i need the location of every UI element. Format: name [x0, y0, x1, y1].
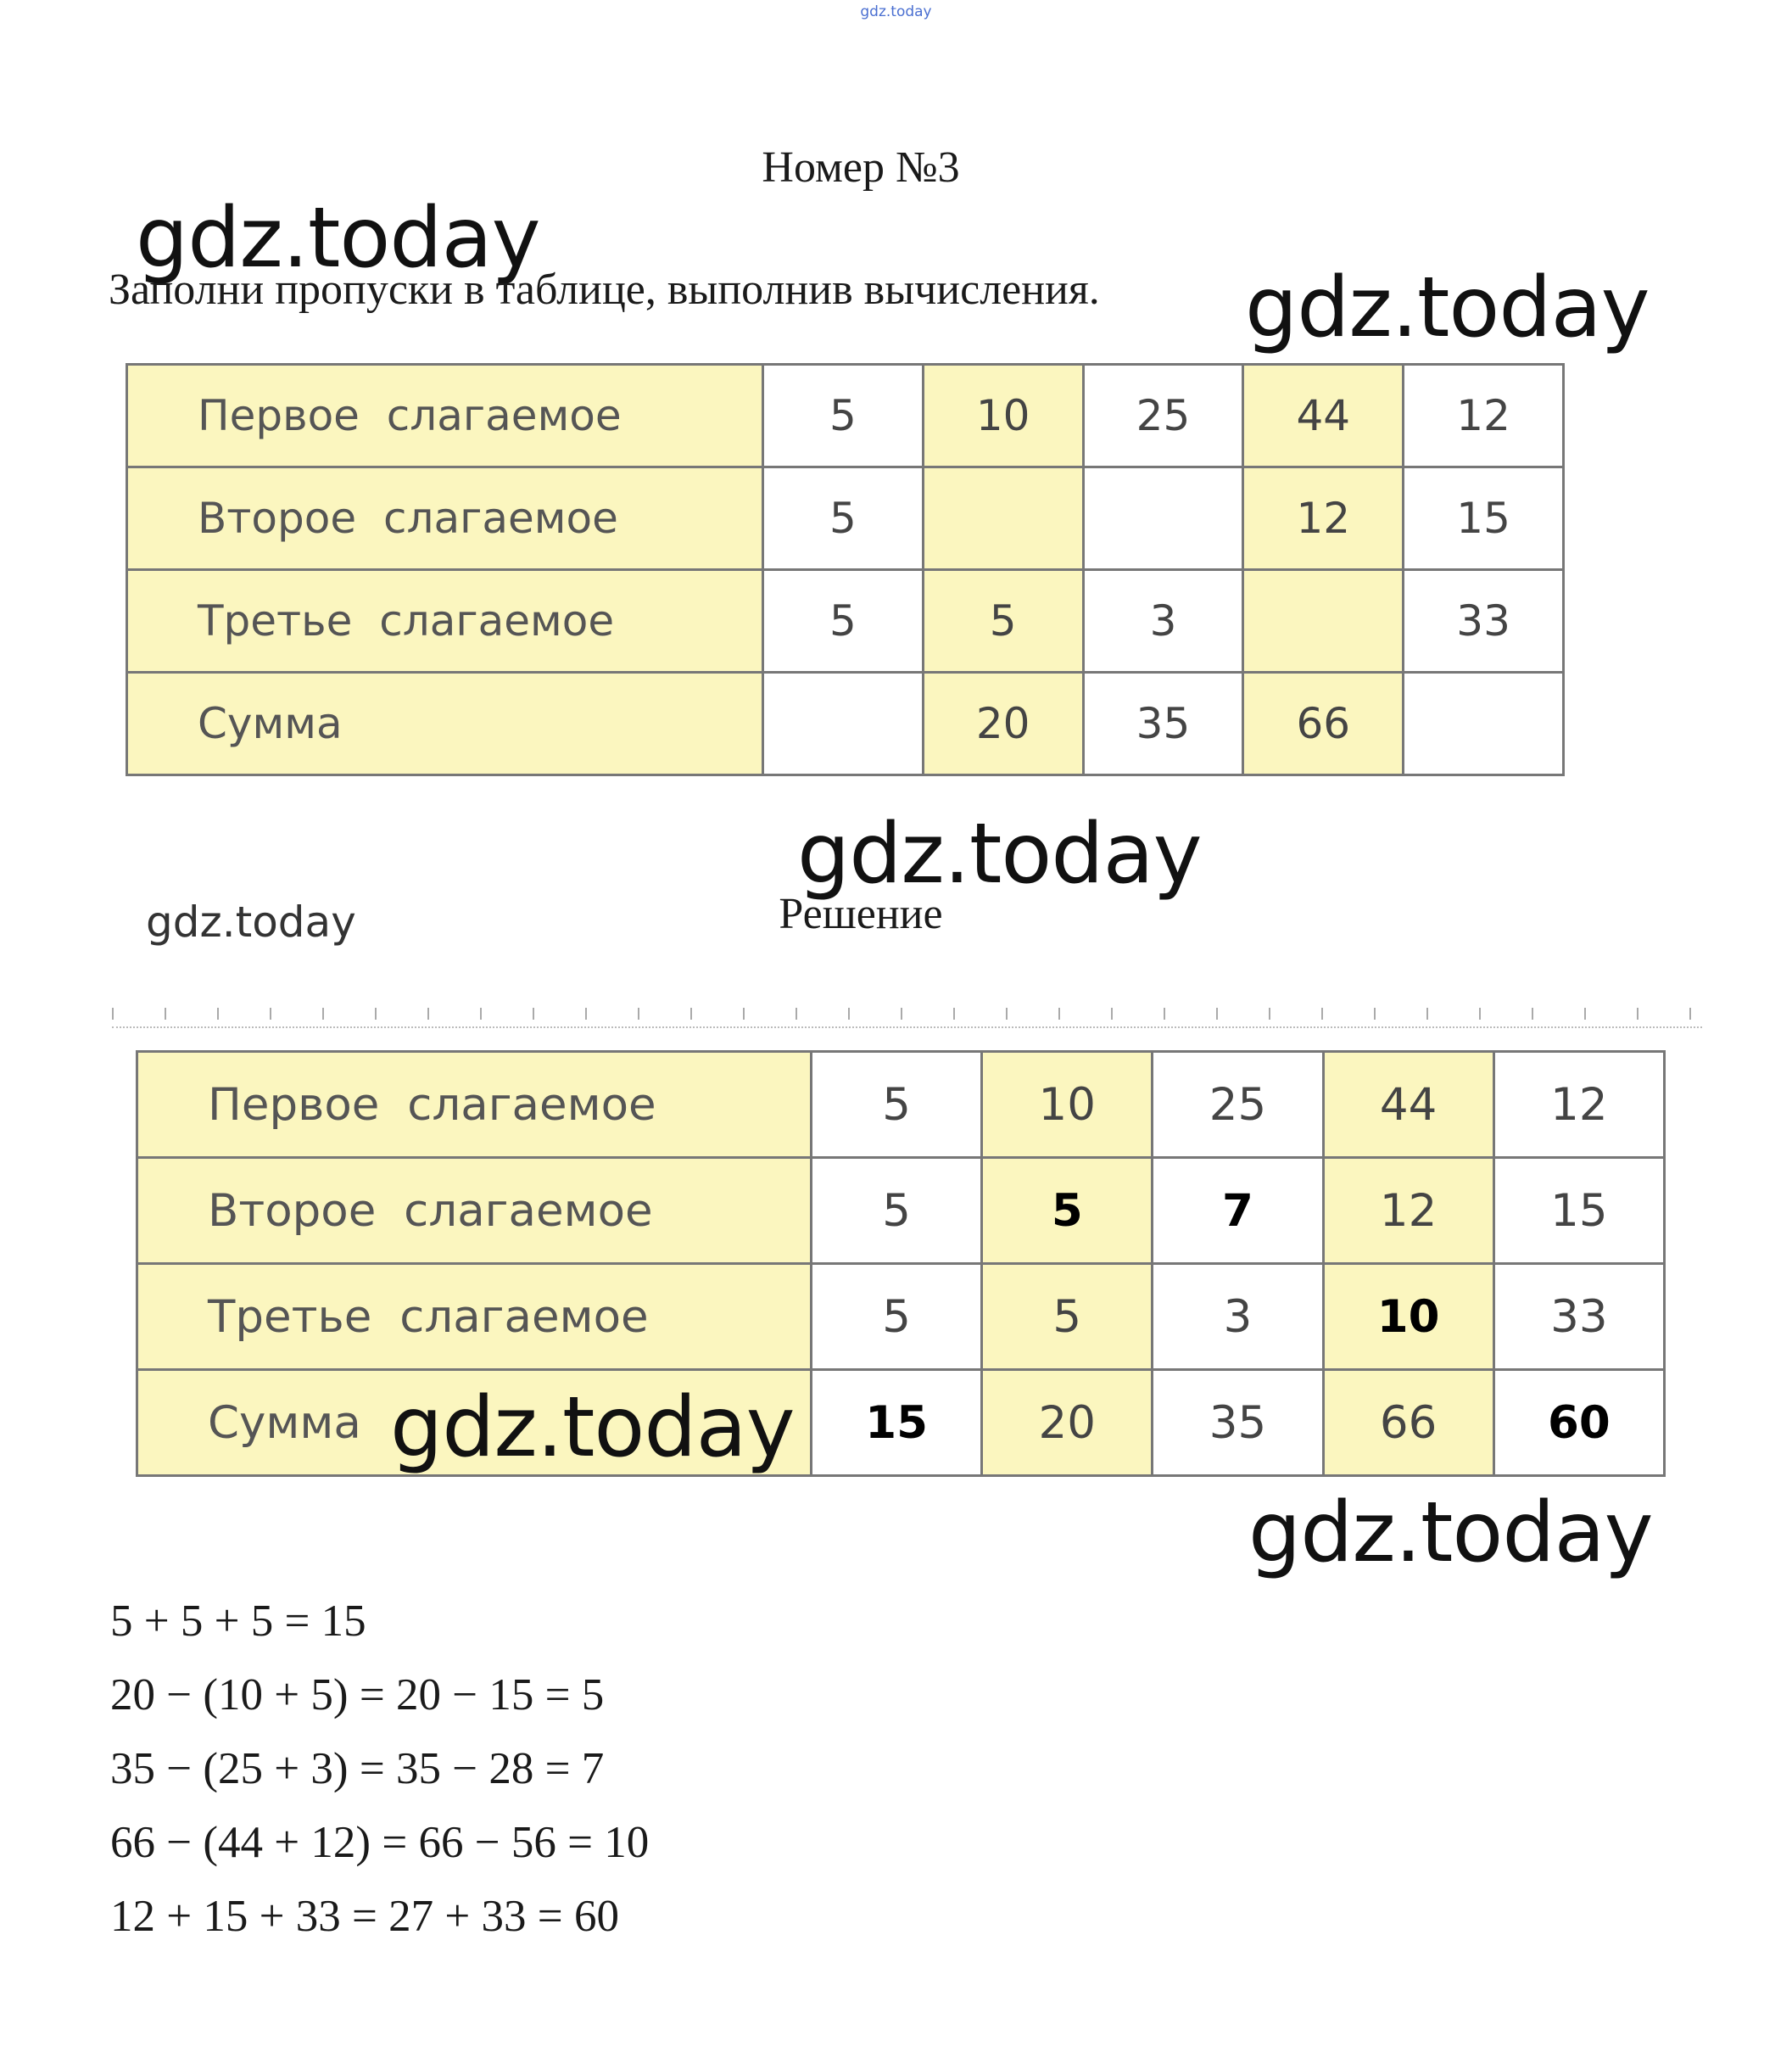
solution-heading: Решение — [779, 890, 943, 938]
watermark: gdz.today — [136, 190, 540, 287]
row-label: Первое слагаемое — [127, 365, 763, 467]
filled-cell: 7 — [1153, 1158, 1323, 1264]
table-cell: 3 — [1083, 570, 1243, 673]
solution-table — [136, 1050, 1666, 1477]
ruler-marks — [112, 1008, 1702, 1028]
equation-line: 66 − (44 + 12) = 66 − 56 = 10 — [110, 1818, 650, 1867]
table-cell: 33 — [1404, 570, 1564, 673]
table-cell — [923, 467, 1083, 570]
table-cell: 3 — [1153, 1264, 1323, 1370]
table-row — [127, 365, 1564, 467]
table-cell: 35 — [1083, 673, 1243, 775]
table-cell: 20 — [923, 673, 1083, 775]
table-cell: 44 — [1323, 1052, 1493, 1158]
task-table — [126, 363, 1565, 776]
table-row — [127, 467, 1564, 570]
filled-cell: 5 — [982, 1158, 1153, 1264]
row-label: Сумма — [137, 1370, 812, 1476]
task-text: Заполни пропуски в таблице, выполнив вычисления. — [109, 266, 1100, 314]
filled-cell: 60 — [1493, 1370, 1664, 1476]
table-cell — [1404, 673, 1564, 775]
table-cell: 12 — [1323, 1158, 1493, 1264]
table-cell: 10 — [923, 365, 1083, 467]
table-cell: 25 — [1153, 1052, 1323, 1158]
solution-equations — [110, 1585, 649, 1954]
row-label: Второе слагаемое — [127, 467, 763, 570]
table-cell: 5 — [812, 1158, 982, 1264]
table-cell: 25 — [1083, 365, 1243, 467]
table-cell: 15 — [1404, 467, 1564, 570]
table-cell: 5 — [812, 1052, 982, 1158]
table-cell: 5 — [812, 1264, 982, 1370]
equation-line: 35 − (25 + 3) = 35 − 28 = 7 — [110, 1744, 605, 1793]
watermark: gdz.today — [1245, 260, 1650, 356]
table-cell: 5 — [763, 365, 924, 467]
table-cell: 12 — [1243, 467, 1404, 570]
row-label: Сумма — [127, 673, 763, 775]
table-cell: 5 — [982, 1264, 1153, 1370]
table-cell: 44 — [1243, 365, 1404, 467]
equation-line: 20 − (10 + 5) = 20 − 15 = 5 — [110, 1670, 605, 1720]
table-row — [137, 1370, 1665, 1476]
table-cell: 35 — [1153, 1370, 1323, 1476]
page-title: Номер №3 — [762, 143, 960, 192]
table-row — [127, 570, 1564, 673]
table-cell: 10 — [982, 1052, 1153, 1158]
table-row — [137, 1052, 1665, 1158]
table-cell: 15 — [1493, 1158, 1664, 1264]
row-label: Второе слагаемое — [137, 1158, 812, 1264]
table-cell: 33 — [1493, 1264, 1664, 1370]
filled-cell: 10 — [1323, 1264, 1493, 1370]
table-row — [137, 1264, 1665, 1370]
row-label: Третье слагаемое — [127, 570, 763, 673]
filled-cell: 15 — [812, 1370, 982, 1476]
watermark: gdz.today — [390, 1379, 795, 1476]
table-cell: 20 — [982, 1370, 1153, 1476]
watermark: gdz.today — [146, 897, 356, 947]
top-watermark: gdz.today — [860, 3, 932, 20]
table-row — [127, 673, 1564, 775]
table-cell: 12 — [1404, 365, 1564, 467]
table-row — [137, 1158, 1665, 1264]
watermark: gdz.today — [797, 806, 1202, 903]
equation-line: 12 + 15 + 33 = 27 + 33 = 60 — [110, 1892, 619, 1941]
row-label: Первое слагаемое — [137, 1052, 812, 1158]
table-cell — [1243, 570, 1404, 673]
watermark: gdz.today — [1248, 1485, 1653, 1581]
table-cell: 66 — [1323, 1370, 1493, 1476]
table-cell: 5 — [763, 467, 924, 570]
table-cell: 12 — [1493, 1052, 1664, 1158]
table-cell — [763, 673, 924, 775]
table-cell — [1083, 467, 1243, 570]
table-cell: 66 — [1243, 673, 1404, 775]
table-cell: 5 — [923, 570, 1083, 673]
equation-line: 5 + 5 + 5 = 15 — [110, 1596, 366, 1646]
table-cell: 5 — [763, 570, 924, 673]
row-label: Третье слагаемое — [137, 1264, 812, 1370]
